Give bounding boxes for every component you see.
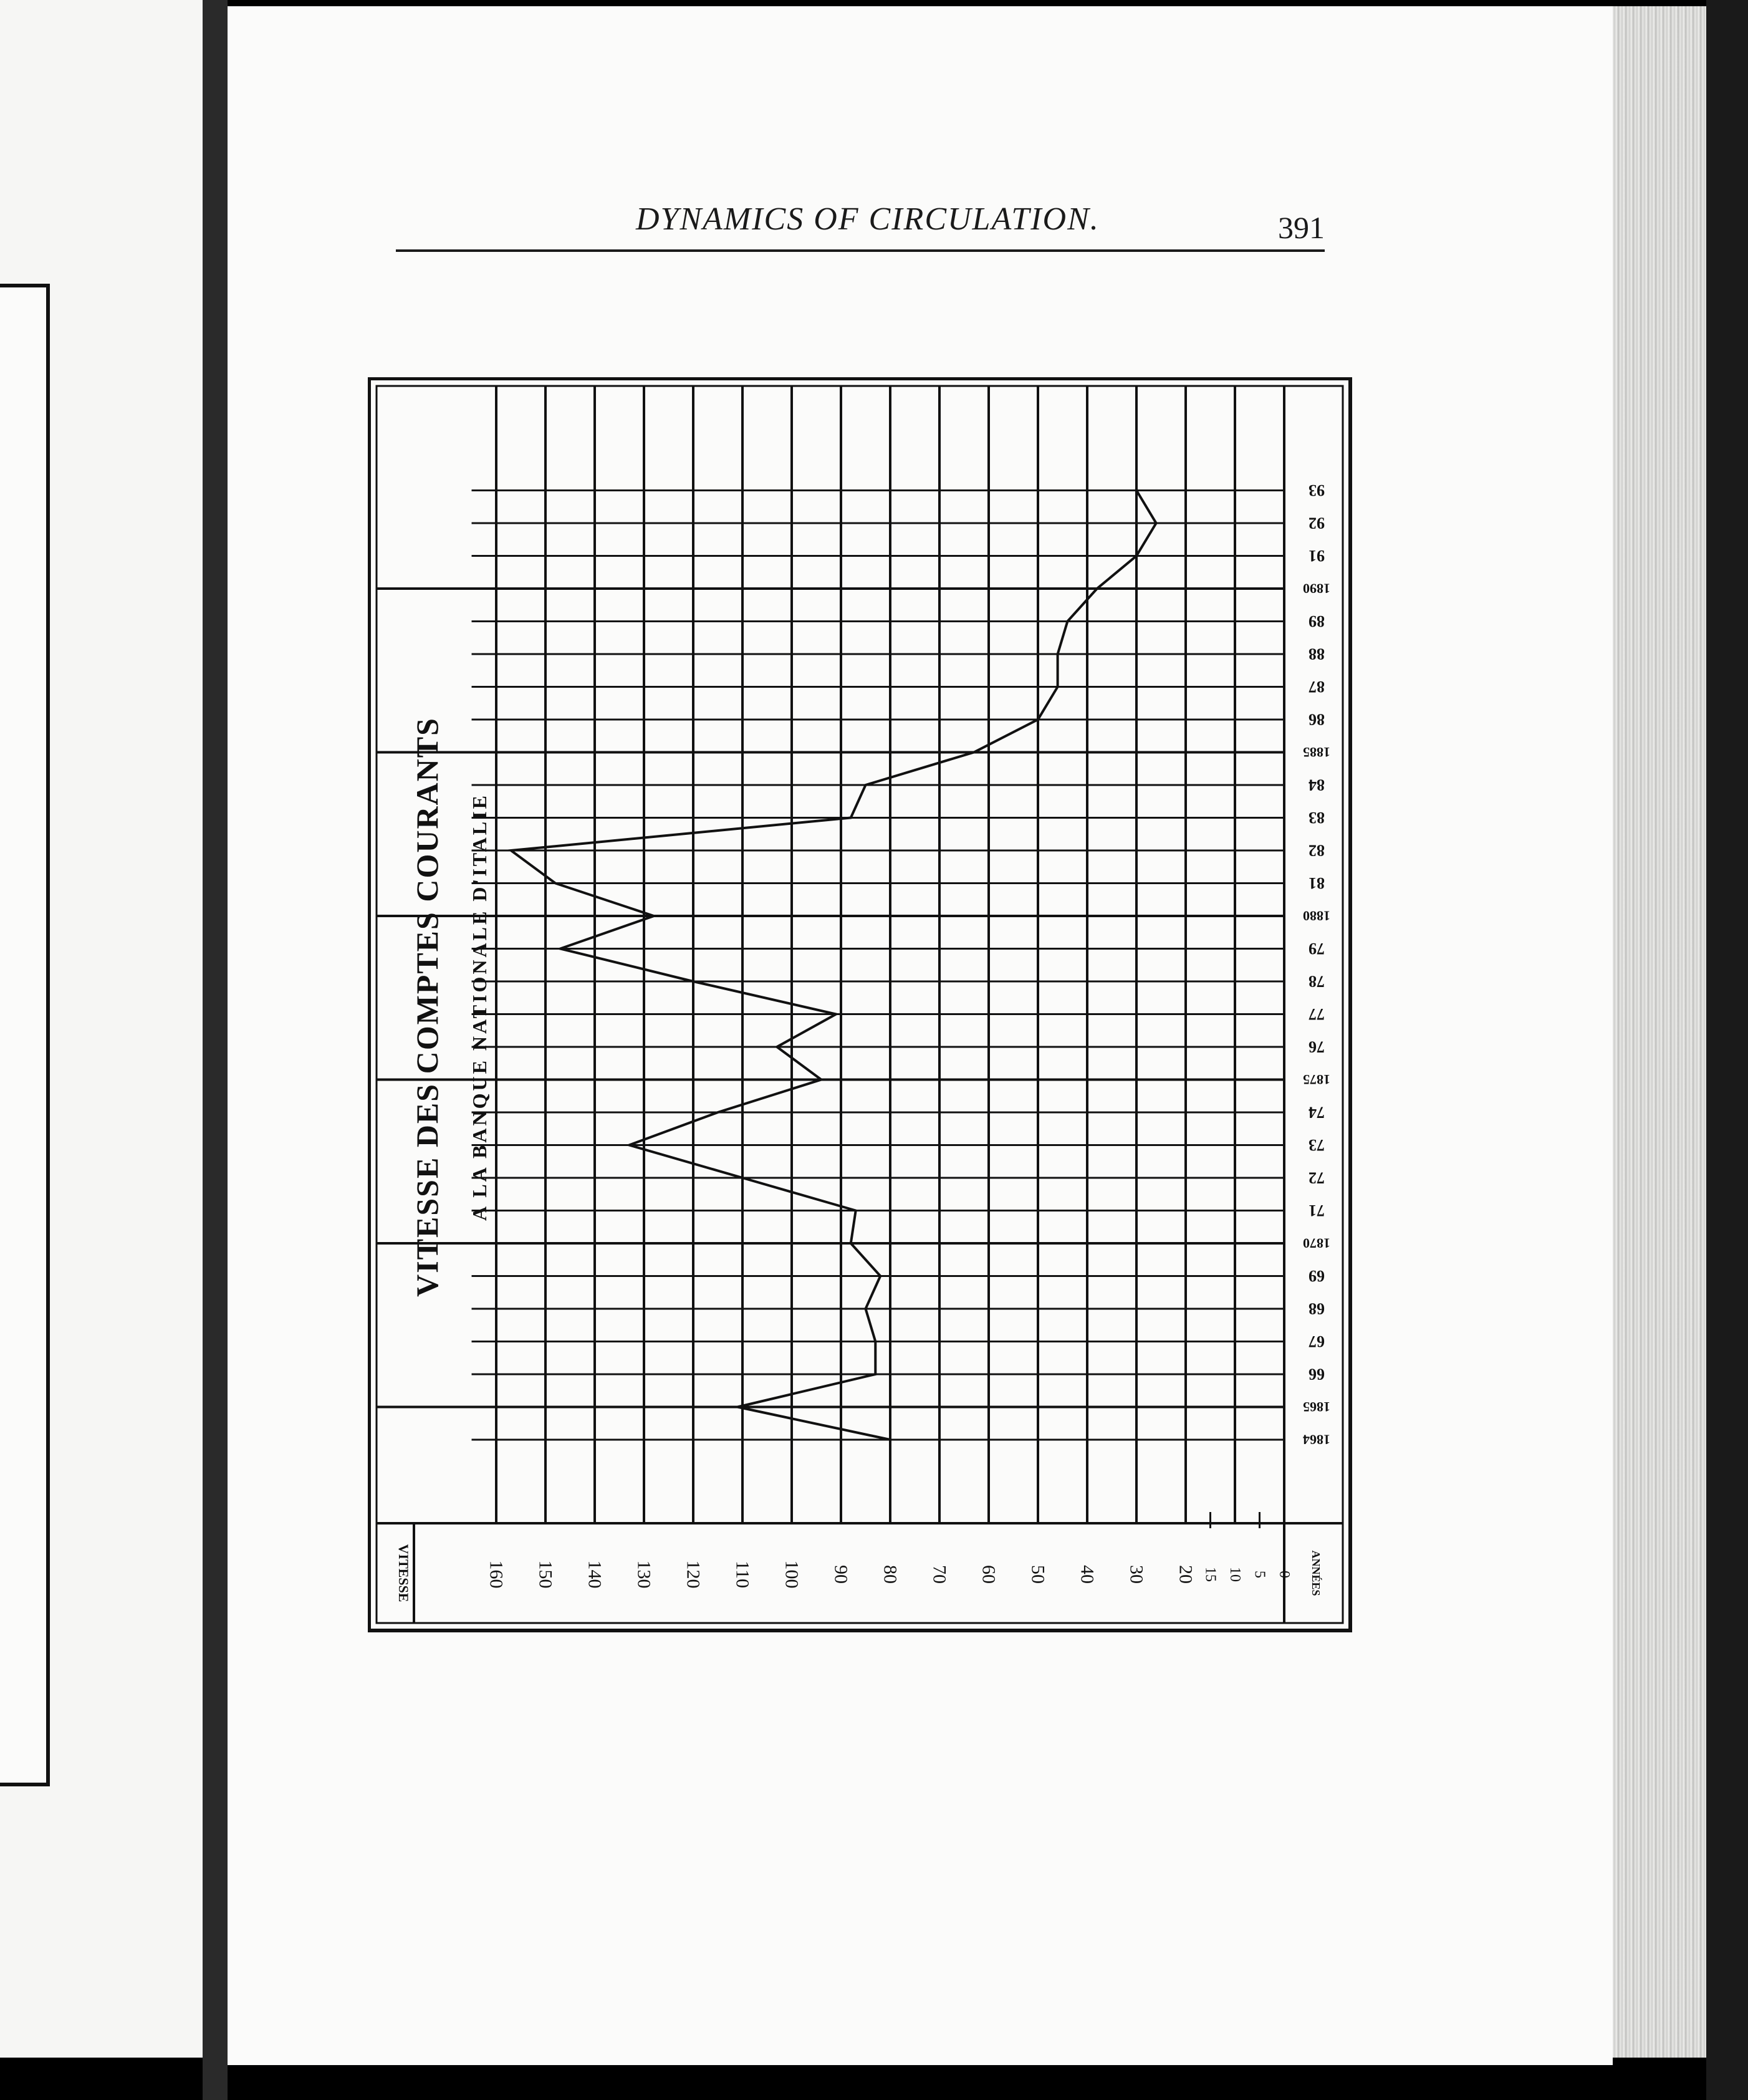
year-tick-label: 89	[1309, 612, 1325, 630]
left-page-chart-fragment	[0, 284, 50, 1786]
value-tick-label: 15	[1202, 1567, 1219, 1582]
value-tick-label: 100	[781, 1560, 802, 1589]
value-tick-label: 90	[830, 1565, 852, 1584]
year-tick-label: 1870	[1303, 1235, 1330, 1251]
year-tick-label: 1890	[1303, 580, 1330, 597]
year-tick-label: 72	[1309, 1168, 1325, 1187]
left-page	[0, 0, 203, 2058]
header-rule	[396, 249, 1325, 252]
year-tick-label: 76	[1309, 1038, 1325, 1056]
page-number: 391	[1278, 210, 1325, 245]
chart-grid	[377, 386, 1284, 1528]
year-ticks	[1303, 481, 1330, 1448]
value-axis-row	[377, 1523, 1343, 1623]
year-tick-label: 87	[1309, 678, 1325, 696]
chart-title: VITESSE DES COMPTES COURANTS	[410, 717, 444, 1297]
year-tick-label: 66	[1309, 1365, 1325, 1384]
value-tick-label: 5	[1251, 1571, 1268, 1578]
value-tick-label: 10	[1227, 1567, 1243, 1582]
year-tick-label: 79	[1309, 940, 1325, 958]
year-tick-label: 84	[1309, 776, 1325, 794]
velocity-line	[511, 491, 1156, 1440]
year-tick-label: 74	[1309, 1103, 1325, 1122]
value-tick-label: 120	[683, 1560, 704, 1589]
year-tick-label: 67	[1309, 1332, 1325, 1351]
year-tick-label: 1880	[1303, 908, 1330, 924]
year-tick-label: 82	[1309, 841, 1325, 860]
year-tick-label: 78	[1309, 972, 1325, 991]
value-ticks	[486, 1561, 1293, 1589]
value-tick-label: 30	[1126, 1565, 1147, 1584]
book-gutter	[203, 0, 228, 2100]
year-tick-label: 1875	[1303, 1072, 1330, 1087]
value-tick-label: 50	[1027, 1565, 1049, 1584]
value-tick-label: 150	[535, 1560, 556, 1589]
chart-outer-frame	[369, 378, 1350, 1630]
x-axis-label: ANNÉES	[1310, 1550, 1322, 1596]
value-tick-label: 40	[1077, 1565, 1098, 1584]
year-tick-label: 73	[1309, 1136, 1325, 1154]
year-tick-label: 77	[1309, 1005, 1325, 1023]
chart-subtitle: A LA BANQUE NATIONALE D'ITALIE	[468, 792, 491, 1221]
year-tick-label: 86	[1309, 710, 1325, 729]
value-tick-label: 70	[929, 1565, 950, 1584]
year-tick-label: 1864	[1303, 1432, 1330, 1448]
value-tick-label: 20	[1175, 1565, 1196, 1584]
year-tick-label: 1865	[1303, 1399, 1330, 1415]
velocity-chart	[368, 377, 1353, 1634]
year-tick-label: 71	[1309, 1202, 1325, 1220]
page-edges	[1613, 6, 1706, 2058]
running-head: DYNAMICS OF CIRCULATION.	[636, 201, 1100, 237]
value-tick-label: 0	[1276, 1571, 1292, 1578]
year-tick-label: 92	[1309, 514, 1325, 532]
book-cover-edge	[1706, 0, 1748, 2100]
year-tick-label: 1885	[1303, 744, 1330, 760]
chart-inner-frame	[377, 386, 1343, 1623]
value-tick-label: 110	[732, 1561, 753, 1588]
value-tick-label: 140	[584, 1560, 605, 1589]
year-tick-label: 81	[1309, 874, 1325, 892]
year-tick-label: 68	[1309, 1299, 1325, 1318]
year-tick-label: 83	[1309, 809, 1325, 827]
value-tick-label: 130	[633, 1560, 655, 1589]
year-tick-label: 69	[1309, 1267, 1325, 1285]
value-tick-label: 80	[880, 1565, 901, 1584]
year-tick-label: 93	[1309, 481, 1325, 499]
year-tick-label: 91	[1309, 547, 1325, 565]
value-tick-label: 160	[486, 1560, 507, 1589]
value-tick-label: 60	[978, 1565, 999, 1584]
y-axis-label: VITESSE	[396, 1544, 411, 1602]
year-tick-label: 88	[1309, 645, 1325, 663]
